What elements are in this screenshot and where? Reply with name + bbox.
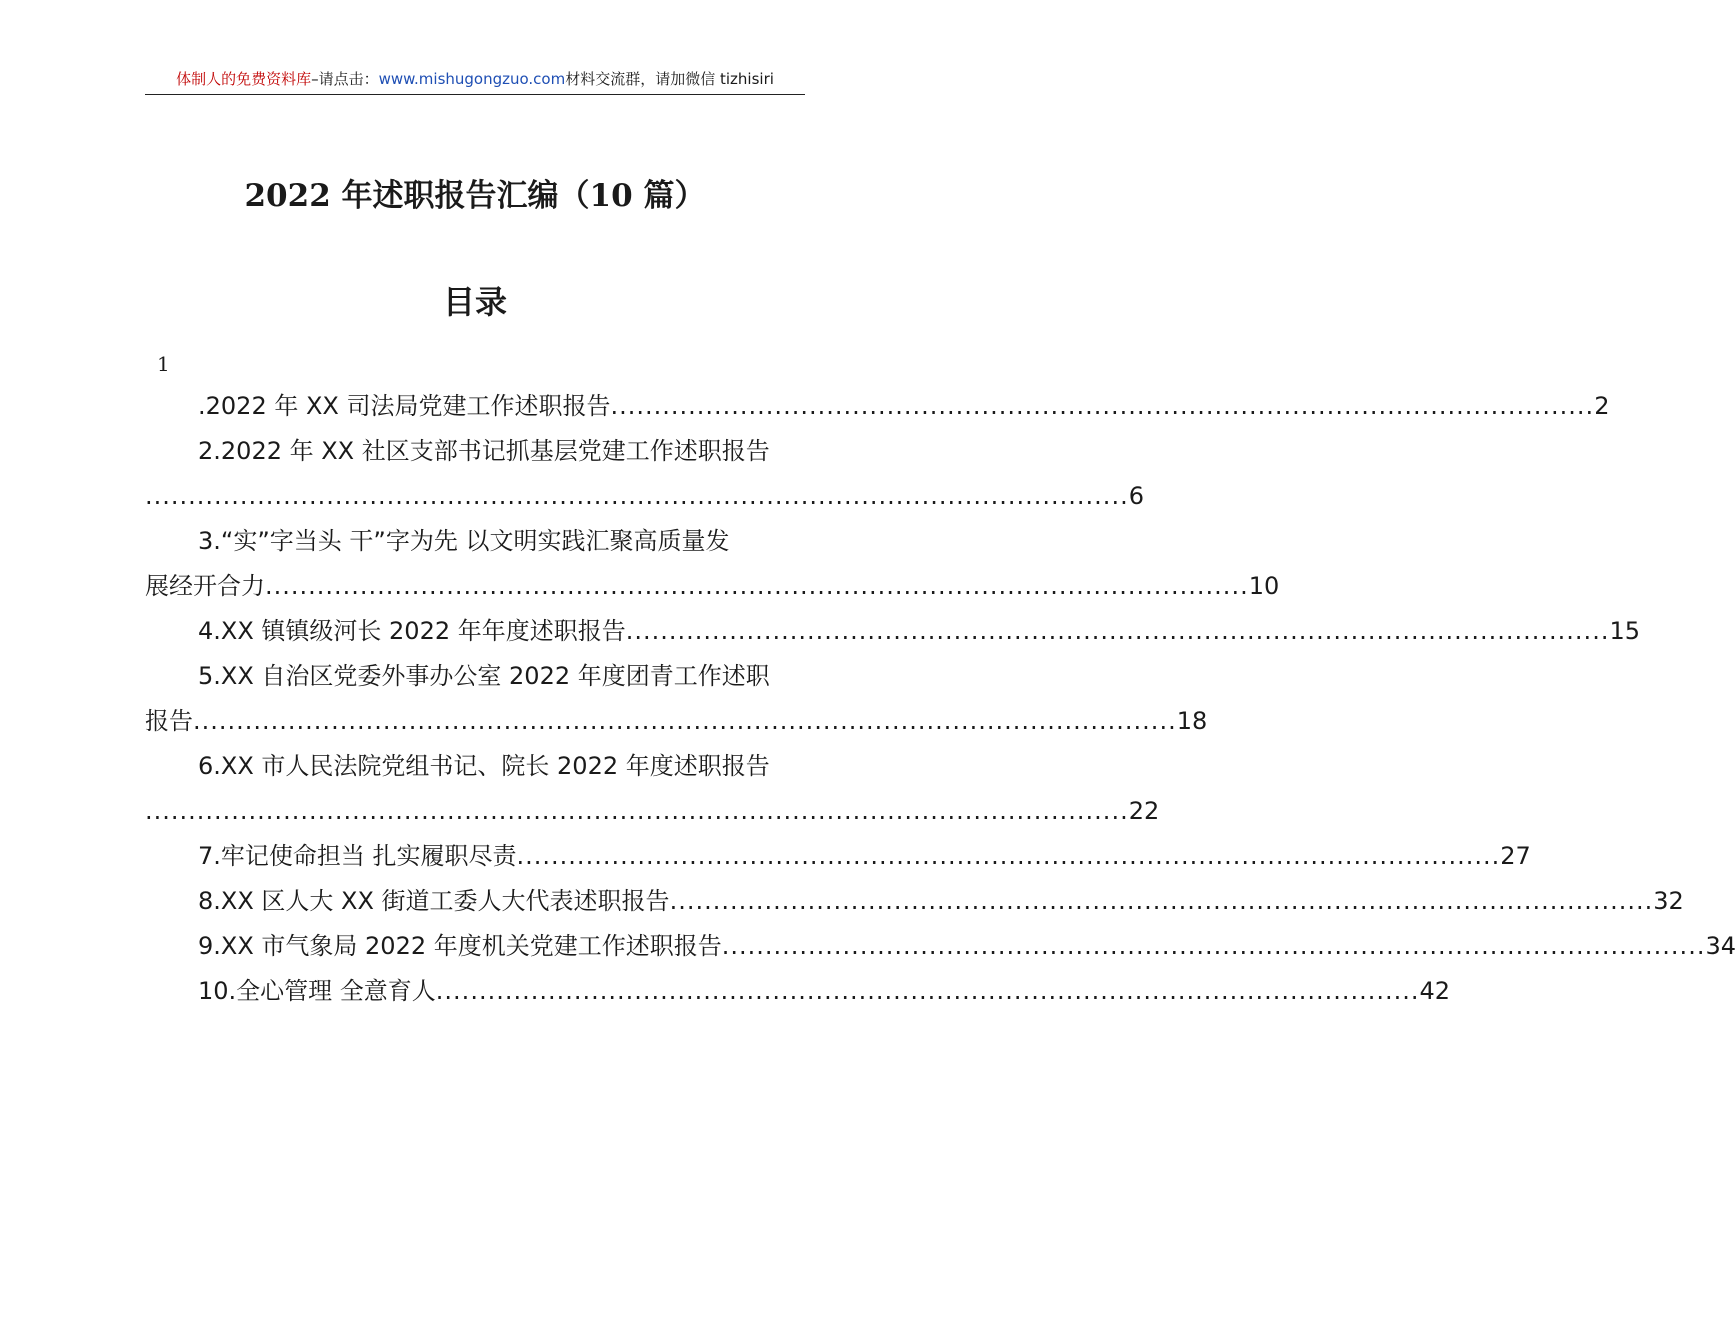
toc-entry-title: 6.XX 市人民法院党组书记、院长 2022 年度述职报告 [198,752,770,780]
toc-entry-6-leader[interactable] [145,791,1160,836]
toc-entry-title: 5.XX 自治区党委外事办公室 2022 年度团青工作述职 [198,662,770,690]
header-prompt: –请点击： [311,70,379,88]
toc-leader-dots: .................................................................................................................. [193,707,1177,735]
toc-entry-title: 8.XX 区人大 XX 街道工委人大代表述职报告 [198,887,670,915]
document-title: 2022 年述职报告汇编（10 篇） [244,178,706,214]
header-brand: 体制人的免费资料库 [176,70,312,88]
toc-entry-title: 2.2022 年 XX 社区支部书记抓基层党建工作述职报告 [198,437,770,465]
toc-entry-title: 4.XX 镇镇级河长 2022 年年度述职报告 [198,617,626,645]
toc-entry-2-leader[interactable] [145,476,1144,521]
toc-leader-dots: .................................................................................................................. [516,842,1501,870]
toc-entry-page: 15 [1609,617,1640,645]
toc-entry-3[interactable] [145,521,805,566]
header-note: 材料交流群，请加微信 tizhisiri [565,70,774,88]
header-divider [145,94,805,95]
toc-entry-title: 3.“实”字当头 干”字为先 以文明实践汇聚高质量发 [198,527,730,555]
toc-heading: 目录 [442,283,507,321]
toc-entry-1[interactable] [145,386,1610,431]
toc-entry-page: 6 [1128,482,1144,510]
toc-entry-4[interactable] [145,611,1640,656]
toc-entry-title: 7.牢记使命担当 扎实履职尽责 [198,842,517,870]
toc-entry-title-continued: 展经开合力 [145,572,265,600]
toc-entry-9[interactable] [145,926,1736,971]
toc-entry-title: .2022 年 XX 司法局党建工作述职报告 [198,392,611,420]
toc-leader-dots: .................................................................................................................. [669,887,1654,915]
toc-leader-dots: .................................................................................................................. [625,617,1610,645]
toc-entry-page: 18 [1176,707,1208,735]
toc-entry-page: 2 [1594,392,1610,420]
toc-entry-2[interactable] [145,431,805,476]
toc-entry-title: 10.全心管理 全意育人 [198,977,436,1005]
toc-entry-page: 42 [1419,977,1451,1005]
toc-entry-title-continued: 报告 [145,707,193,735]
toc-leader-dots: .................................................................................................................. [721,932,1706,960]
toc-leader-dots: .................................................................................................................. [145,482,1129,510]
toc-leader-dots: .................................................................................................................. [145,797,1129,825]
header-url-link[interactable]: www.mishugongzuo.com [378,70,566,88]
stray-number: 1 [157,352,170,376]
toc-entry-page: 10 [1248,572,1280,600]
toc-entry-7[interactable] [145,836,1531,881]
page-header [145,68,805,90]
toc-entry-5[interactable] [145,656,805,701]
toc-entry-page: 32 [1653,887,1684,915]
toc-entry-title: 9.XX 市气象局 2022 年度机关党建工作述职报告 [198,932,722,960]
toc-entry-8[interactable] [145,881,1684,926]
toc-leader-dots: .................................................................................................................. [610,392,1595,420]
table-of-contents [145,386,1736,1016]
toc-entry-5-continued[interactable] [145,701,1208,746]
toc-entry-3-continued[interactable] [145,566,1280,611]
toc-entry-page: 27 [1500,842,1531,870]
toc-entry-page: 34 [1705,932,1736,960]
toc-entry-10[interactable] [145,971,1451,1016]
toc-leader-dots: .................................................................................................................. [435,977,1420,1005]
toc-leader-dots: .................................................................................................................. [265,572,1249,600]
toc-entry-6[interactable] [145,746,805,791]
toc-entry-page: 22 [1128,797,1160,825]
